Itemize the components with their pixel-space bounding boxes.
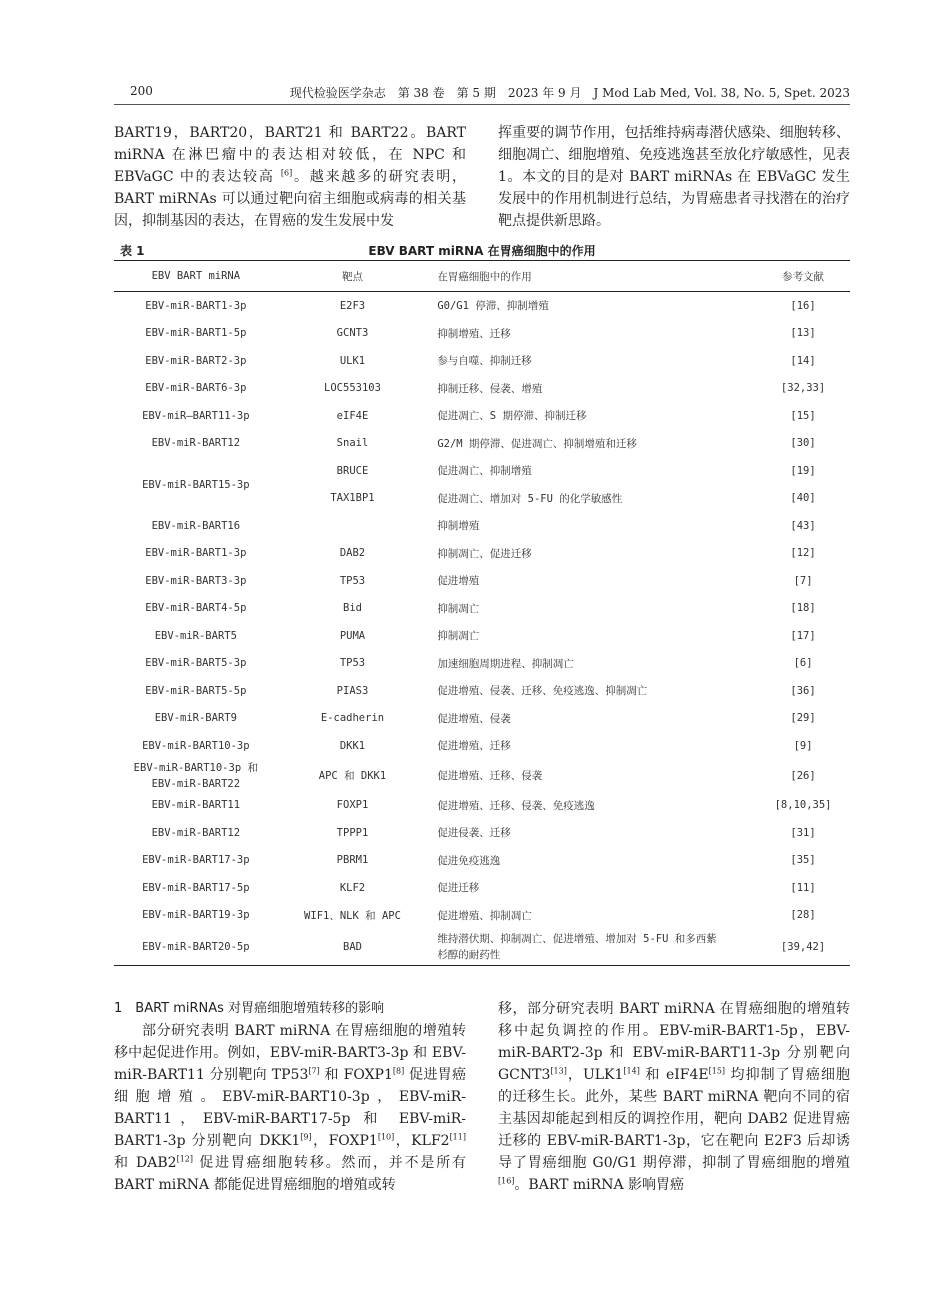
cell-reference: [9] xyxy=(793,739,813,752)
cell-target: FOXP1 xyxy=(336,799,369,812)
table-row xyxy=(114,677,850,705)
cell-target: KLF2 xyxy=(339,881,366,894)
bart-mirna-table xyxy=(114,260,850,966)
table-row xyxy=(114,902,850,930)
intro-left-text-2: 。越来越多的研究表明，BART miRNAs 可以通过靶向宿主细胞或病毒的相关基因，抑制基因的表达，在胃癌的发生发展中发 xyxy=(114,169,467,229)
cell-mirna: EBV-miR-BART17-3p xyxy=(142,854,250,867)
header-mirna: EBV BART miRNA xyxy=(114,261,278,292)
intro-left-ref-6: [6] xyxy=(280,168,293,178)
cell-effect: 促进凋亡、增加对 5-FU 的化学敏感性 xyxy=(437,492,623,505)
cell-target: DAB2 xyxy=(339,547,366,560)
cell-effect: 促进增殖、迁移 xyxy=(437,740,511,753)
table-row xyxy=(114,430,850,458)
table-row xyxy=(114,792,850,820)
cell-reference: [32,33] xyxy=(780,382,826,395)
cell-target: TPPP1 xyxy=(336,826,369,839)
table-row xyxy=(114,402,850,430)
cell-mirna: EBV-miR-BART10-3p 和 EBV-miR-BART22 xyxy=(133,761,258,790)
table-row xyxy=(114,705,850,733)
cell-reference: [13] xyxy=(790,327,816,340)
header-reference: 参考文献 xyxy=(756,261,850,292)
cell-mirna: EBV-miR-BART4-5p xyxy=(145,602,247,615)
s1-ref: [10] xyxy=(377,1132,395,1142)
section-title: 1 BART miRNAs 对胃癌细胞增殖转移的影响 xyxy=(114,1001,385,1016)
cell-mirna: EBV-miR-BART5-5p xyxy=(145,684,247,697)
table-row xyxy=(114,874,850,902)
table-row xyxy=(114,929,850,965)
cell-target: BRUCE xyxy=(336,464,369,477)
s1-ref: [14] xyxy=(623,1066,640,1076)
cell-target: LOC553103 xyxy=(324,382,381,395)
cell-target: PBRM1 xyxy=(336,854,369,867)
s1-left-text-5: ，KLF2 xyxy=(394,1133,450,1149)
table-row xyxy=(114,732,850,760)
s1-ref: [16] xyxy=(498,1176,515,1186)
intro-left-paragraph xyxy=(114,122,466,232)
intro-right-paragraph: 挥重要的调节作用，包括维持病毒潜伏感染、细胞转移、细胞凋亡、细胞增殖、免疫逃逸甚至放化疗敏感性，见表 1。本文的目的是对 BART miRNAs 在 EBVaGC 发生发展中的作用机制进行总结，为胃癌患者寻找潜在的治疗靶点提供新思路。 xyxy=(498,125,850,229)
table-row xyxy=(114,567,850,595)
s1-ref: [7] xyxy=(308,1066,320,1076)
cell-effect: 促进凋亡、抑制增殖 xyxy=(437,465,532,478)
cell-reference: [7] xyxy=(793,574,813,587)
table-row xyxy=(114,819,850,847)
cell-mirna: EBV-miR-BART12 xyxy=(151,826,241,839)
s1-right-text-4: 均抑制了胃癌细胞的迁移生长。此外，某些 BART miRNA 靶向不同的宿主基因却能起到相反的调控作用，靶向 DAB2 促进胃癌迁移的 EBV-miR-BART1-3p，它在靶向 E2F3 后却诱导了胃癌细胞 G0/G1 期停滞，抑制了胃癌细胞的增殖 xyxy=(498,1067,851,1171)
cell-effect: 抑制增殖、迁移 xyxy=(437,327,511,340)
cell-reference: [14] xyxy=(790,354,816,367)
table-row xyxy=(114,320,850,348)
table-row xyxy=(114,457,850,485)
cell-target xyxy=(278,512,428,540)
section1-right-column xyxy=(498,998,850,1196)
cell-effect: 抑制增殖 xyxy=(437,520,480,533)
s1-ref: [13] xyxy=(550,1066,567,1076)
cell-target: GCNT3 xyxy=(336,327,369,340)
cell-mirna: EBV-miR-BART12 xyxy=(151,437,241,450)
cell-target: eIF4E xyxy=(336,409,369,422)
cell-mirna: EBV-miR-BART3-3p xyxy=(145,574,247,587)
cell-reference: [43] xyxy=(790,519,816,532)
cell-effect: 维持潜伏期、抑制凋亡、促进增殖、增加对 5-FU 和多西紫 杉醇的耐药性 xyxy=(427,929,756,965)
cell-effect: 抑制迁移、侵袭、增殖 xyxy=(437,382,543,395)
cell-reference: [8,10,35] xyxy=(774,799,832,812)
s1-ref: [12] xyxy=(176,1154,193,1164)
cell-effect: 促进迁移 xyxy=(437,882,480,895)
section1-left-paragraph xyxy=(114,1020,466,1196)
s1-ref: [8] xyxy=(392,1066,405,1076)
s1-left-text-3: 促进胃癌细胞增殖。EBV-miR-BART10-3p，EBV-miR-BART11，EBV-miR-BART17-5p 和 EBV-miR-BART1-3p 分别靶向 DKK1 xyxy=(114,1067,467,1149)
cell-target: BAD xyxy=(278,929,428,965)
cell-mirna: EBV-miR-BART5 xyxy=(154,629,237,642)
cell-effect: 促进增殖、迁移、侵袭、免疫逃逸 xyxy=(437,799,595,812)
intro-left-column xyxy=(114,122,466,232)
intro-left-text-1: BART19，BART20，BART21 和 BART22。BART miRNA 在淋巴瘤中的表达相对较低，在 NPC 和 EBVaGC 中的表达较高 xyxy=(114,125,466,185)
table-title: EBV BART miRNA 在胃癌细胞中的作用 xyxy=(368,244,596,258)
cell-target: E2F3 xyxy=(339,299,366,312)
s1-left-text-1: 部分研究表明 BART miRNA 在胃癌细胞的增殖转移中起促进作用。例如，EBV-miR-BART3-3p 和 EBV-miR-BART11 分别靶向 TP53 xyxy=(114,1023,466,1083)
cell-target: Snail xyxy=(336,437,369,450)
s1-left-text-2: 和 FOXP1 xyxy=(319,1067,393,1083)
cell-mirna: EBV-miR-BART20-5p xyxy=(114,929,278,965)
table-header-row xyxy=(114,261,850,292)
s1-left-text-6: 和 DAB2 xyxy=(114,1155,177,1171)
cell-mirna: EBV-miR-BART5-3p xyxy=(145,657,247,670)
cell-target: PIAS3 xyxy=(336,684,369,697)
header-effect: 在胃癌细胞中的作用 xyxy=(427,261,756,292)
cell-target: APC 和 DKK1 xyxy=(318,770,387,782)
cell-effect: 参与自噬、抑制迁移 xyxy=(437,355,532,368)
cell-reference: [26] xyxy=(790,769,816,782)
cell-mirna: EBV-miR-BART9 xyxy=(154,712,237,725)
cell-reference: [36] xyxy=(790,684,816,697)
cell-target: Bid xyxy=(343,602,362,615)
table-row xyxy=(114,375,850,403)
running-header: 现代检验医学杂志 第 38 卷 第 5 期 2023 年 9 月 J Mod Lab Med, Vol. 38, No. 5, Spet. 2023 xyxy=(289,86,850,100)
section1-left-column xyxy=(114,998,466,1196)
cell-mirna: EBV-miR-BART1-3p xyxy=(145,299,247,312)
table-row xyxy=(114,650,850,678)
s1-right-text-5: 。BART miRNA 影响胃癌 xyxy=(514,1177,685,1193)
cell-effect: 促进增殖 xyxy=(437,575,480,588)
table-row xyxy=(114,847,850,875)
cell-mirna: EBV-miR-BART6-3p xyxy=(145,382,247,395)
s1-ref: [11] xyxy=(449,1132,466,1142)
cell-mirna: EBV-miR-BART10-3p xyxy=(142,739,250,752)
cell-mirna: EBV-miR-BART17-5p xyxy=(142,881,250,894)
cell-reference: [30] xyxy=(790,437,816,450)
cell-reference: [6] xyxy=(793,657,813,670)
cell-effect: 促进侵袭、迁移 xyxy=(437,827,511,840)
cell-effect: 促进增殖、抑制凋亡 xyxy=(437,909,532,922)
cell-target: DKK1 xyxy=(339,739,366,752)
cell-effect: 促进增殖、侵袭、迁移、免疫逃逸、抑制凋亡 xyxy=(437,685,648,698)
cell-effect: G0/G1 停滞、抑制增殖 xyxy=(437,300,549,313)
cell-mirna: EBV-miR-BART2-3p xyxy=(145,354,247,367)
cell-mirna: EBV-miR-BART19-3p xyxy=(142,909,250,922)
cell-effect: 抑制凋亡、促进迁移 xyxy=(437,547,532,560)
table-row xyxy=(114,760,850,792)
s1-right-text-1: 移，部分研究表明 BART miRNA 在胃癌细胞的增殖转移中起负调控的作用。EBV-miR-BART1-5p，EBV-miR-BART2-3p 和 EBV-miR-BART11-3p 分别靶向 GCNT3 xyxy=(498,1001,850,1083)
s1-left-text-4: ，FOXP1 xyxy=(311,1133,378,1149)
cell-reference: [11] xyxy=(790,881,816,894)
cell-target: PUMA xyxy=(339,629,366,642)
header-rule xyxy=(114,104,850,105)
table-row xyxy=(114,595,850,623)
table-row xyxy=(114,347,850,375)
cell-reference: [40] xyxy=(790,492,816,505)
cell-mirna: EBV-miR–BART11-3p xyxy=(142,409,250,422)
table-row xyxy=(114,292,850,320)
cell-effect: G2/M 期停滞、促进凋亡、抑制增殖和迁移 xyxy=(437,437,637,450)
cell-target: E-cadherin xyxy=(320,712,385,725)
s1-left-text-7: 促进胃癌细胞转移。然而，并不是所有 BART miRNA 都能促进胃癌细胞的增殖或转 xyxy=(114,1155,466,1193)
table-label: 表 1 xyxy=(120,244,145,258)
header-target: 靶点 xyxy=(278,261,428,292)
cell-effect: 加速细胞周期进程、抑制凋亡 xyxy=(437,657,574,670)
cell-reference: [12] xyxy=(790,547,816,560)
s1-ref: [9] xyxy=(300,1132,312,1142)
cell-target: WIF1、NLK 和 APC xyxy=(304,909,401,922)
page-number: 200 xyxy=(130,84,153,98)
cell-mirna: EBV-miR-BART11 xyxy=(151,799,241,812)
table-row xyxy=(114,622,850,650)
cell-reference: [15] xyxy=(790,409,816,422)
cell-target: TP53 xyxy=(339,657,366,670)
cell-reference: [16] xyxy=(790,299,816,312)
cell-reference: [28] xyxy=(790,909,816,922)
table-caption xyxy=(114,242,850,259)
cell-effect: 促进增殖、侵袭 xyxy=(437,712,511,725)
cell-reference: [39,42] xyxy=(756,929,850,965)
cell-reference: [29] xyxy=(790,712,816,725)
cell-effect: 促进增殖、迁移、侵袭 xyxy=(437,770,543,782)
intro-right-column xyxy=(498,122,850,232)
cell-effect: 抑制凋亡 xyxy=(437,630,480,643)
cell-reference: [35] xyxy=(790,854,816,867)
cell-effect: 促进凋亡、S 期停滞、抑制迁移 xyxy=(437,410,587,423)
cell-mirna: EBV-miR-BART1-5p xyxy=(145,327,247,340)
s1-right-text-2: ，ULK1 xyxy=(566,1067,624,1083)
s1-ref: [15] xyxy=(708,1066,726,1076)
cell-effect: 促进免疫逃逸 xyxy=(437,854,501,867)
cell-target: TP53 xyxy=(339,574,366,587)
cell-reference: [19] xyxy=(790,464,816,477)
cell-reference: [17] xyxy=(790,629,816,642)
cell-reference: [18] xyxy=(790,602,816,615)
section1-right-paragraph xyxy=(498,998,850,1196)
cell-mirna: EBV-miR-BART15-3p xyxy=(142,478,250,491)
cell-effect: 抑制凋亡 xyxy=(437,602,480,615)
table-row xyxy=(114,512,850,540)
cell-mirna: EBV-miR-BART16 xyxy=(151,519,241,532)
cell-mirna: EBV-miR-BART1-3p xyxy=(145,547,247,560)
cell-reference: [31] xyxy=(790,826,816,839)
s1-right-text-3: 和 eIF4E xyxy=(639,1067,709,1083)
cell-target: ULK1 xyxy=(339,354,366,367)
cell-target: TAX1BP1 xyxy=(330,492,375,505)
table-row xyxy=(114,540,850,568)
